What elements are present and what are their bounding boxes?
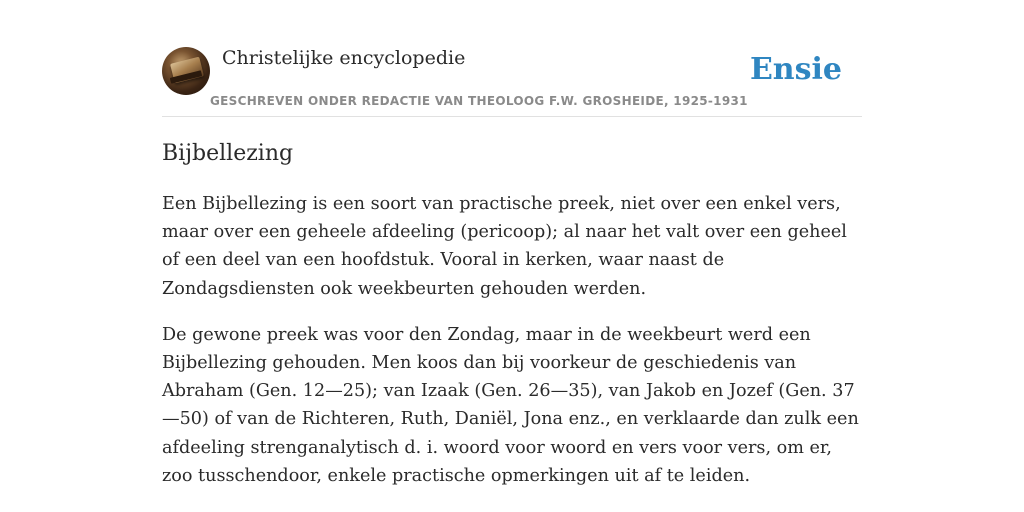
encyclopedia-avatar[interactable]: [162, 47, 210, 95]
article: [162, 138, 862, 508]
encyclopedia-subtitle: GESCHREVEN ONDER REDACTIE VAN THEOLOOG F.W. GROSHEIDE, 1925-1931: [210, 94, 748, 108]
article-title: Bijbellezing: [162, 141, 294, 166]
encyclopedia-title-link[interactable]: Christelijke encyclopedie: [222, 47, 466, 69]
ensie-logo-link[interactable]: Ensie: [749, 52, 842, 87]
article-paragraph-1: Een Bijbellezing is een soort van practische preek, niet over een enkel vers, maar over een geheele afdeeling (pericoop); al naar het valt over een geheel of een deel van een hoofdstuk. Vooral in kerken, waar naast de Zondagsdiensten ook weekbeurten gehouden werden.: [162, 194, 847, 299]
site-header: [162, 46, 862, 117]
article-paragraph-2: De gewone preek was voor den Zondag, maar in de weekbeurt werd een Bijbellezing gehouden. Men koos dan bij voorkeur de geschiedenis van Abraham (Gen. 12—25); van Izaak (Gen. 26—35), van Jakob en Jozef (Gen. 37—50) of van de Richteren, Ruth, Daniël, Jona enz., en verklaarde dan zulk een afdeeling strenganalytisch d. i. woord voor woord en vers voor vers, om er, zoo tusschendoor, enkele practische opmerkingen uit af te leiden.: [162, 324, 859, 486]
